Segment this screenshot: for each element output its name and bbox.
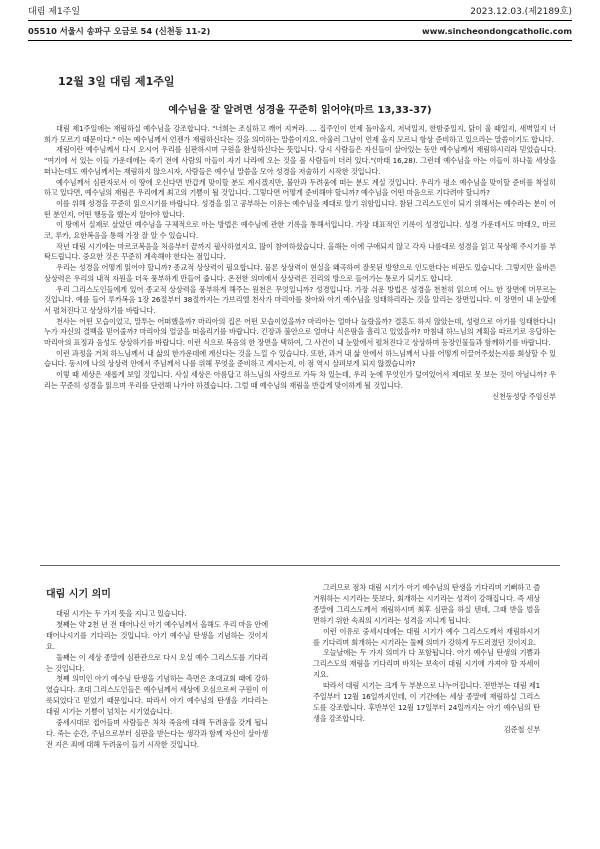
- issue-title: 대림 제1주일: [28, 7, 81, 17]
- section-paragraph: 둘째는 이 세상 종말에 심판관으로 다시 오실 예수 그리스도를 기다리는 것입니다.: [46, 652, 268, 673]
- article-paragraph: 대림 제1주일에는 재림하실 예수님을 강조합니다. "너희는 조심하고 깨어 지켜라. … 집주인이 언제 돌아올지, 저녁일지, 한밤중일지, 닭이 울 때일지, 새벽일지 너희가 모르기 때문이다." 이는 예수님께서 언젠가 재림하신다는 것을 의미하는 말씀이지요. 아울러 그날이 언제 올지 모르니 항상 준비하고 있으라는 말씀이기도 합니다.: [44, 124, 556, 144]
- article-paragraph: 이렇 때 세상은 새롭게 보일 것입니다. 사실 세상은 아름답고 하느님의 사랑으로 가득 차 있는데, 우리 눈에 무엇인가 덮여있어서 제대로 못 보는 것이 아닐니까? 우리는 꾸준히 성경을 읽으며 우리를 단련해 나가야 하겠습니다. 그럴 때 예수님의 재림을 반갑게 맞이하게 될 것입니다.: [44, 370, 556, 390]
- article-paragraph: 우리 그리스도인들에게 있어 종교적 상상력을 풍부하게 해주는 원천은 무엇일니까? 성경입니다. 가장 쉬운 방법은 성경을 천천히 읽으며 어느 한 장면에 머무르는 것입니다. 예를 들어 루카복음 1장 26절부터 38절까지는 가브리엘 천사가 마리아를 찾아와 아기 예수님을 잉태하리라는 것을 알리는 장면입니다. 이 장면이 내 눈앞에서 펼쳐진다고 상상하기를 바랍니다.: [44, 284, 556, 315]
- article-paragraph: 재림이란 예수님께서 다시 오시어 우리를 심판하시며 구원을 완성하신다는 뜻입니다. 당시 사람들은 자신들이 살아있는 동안 예수님께서 재림하시리라 믿었습니다. "여기에 서 있는 이들 가운데에는 죽기 전에 사람의 아들이 자기 나라에 오는 것을 볼 사람들이 더러 있다."(마태 16,28). 그런데 예수님을 아는 이들이 하나둘 세상을 떠나는데도 예수님께서는 재림하지 않으시자, 사람들은 예수님 말씀을 모아 성경을 저술하기 시작한 것입니다.: [44, 145, 556, 176]
- section-right-column: [313, 583, 540, 736]
- header-rule-bottom: [28, 40, 572, 41]
- article-paragraph: 작년 대림 시기에는 마르코복음을 처음부터 끝까지 필사하였지요. 많이 참여하셨습니다. 올해는 이에 구애되지 않고 각자 나름대로 성경을 읽고 묵상해 주시기를 부탁드립니다. 중요한 것은 꾸준히 계속해야 한다는 점입니다.: [44, 241, 556, 262]
- section-divider: [40, 565, 560, 566]
- article-paragraph: 예수님께서 심판자로서 이 땅에 오신다면 반갑게 맞이할 분도 계시겠지만, 불안과 두려움에 떠는 분도 계실 것입니다. 우리가 평소 예수님을 맞이할 준비를 착실히 하고 있다면, 예수님의 재림은 우리에게 최고의 기쁨이 될 것입니다. 그렇다면 어떻게 준비해야 할니까? 예수님을 어떤 마음으로 기다려야 할니까?: [44, 177, 556, 198]
- article-paragraph: 이를 위해 성경을 꾸준히 읽으시기를 바랍니다. 성경을 읽고 공부하는 이유는 예수님을 제대로 알기 위함입니다. 참된 그리스도인이 되기 위해서는 예수라는 분이 어떤 분인지, 어떤 행동을 했는지 알아야 합니다.: [44, 198, 556, 219]
- section-left-column: [46, 609, 268, 751]
- section-paragraph: 오늘날에는 두 가지 의미가 다 포함됩니다. 아기 예수님 탄생의 기쁨과 그리스도의 재림을 기다리며 바치는 보속이 대림 시기에 가져야 할 자세이지요.: [313, 648, 540, 680]
- article-title: 예수님을 잘 알려면 성경을 꾸준히 읽어야(마르 13,33-37): [168, 105, 432, 116]
- article-paragraph: 천사는 어떤 모습이었고, 말투는 어떠했을까? 마리아의 집은 어떤 모습이었을까? 마리아는 얼마나 놀랐을까? 결혼도 하지 않았는데, 성령으로 아기를 잉태한다니! 누가 자신의 결백을 믿어줄까? 마리아의 얼굴을 떠올리기를 바랍니다. 긴장과 불안으로 얼마나 식은땀을 흘리고 있었을까? 마침내 하느님의 계획을 따르기로 응답하는 마리아의 표정과 음성도 상상하기를 바랍니다. 이런 식으로 복음의 한 장면을 택하여, 그 사건이 내 눈앞에서 펼쳐진다고 상상하며 등장인물들과 함께하기를 바랍니다.: [44, 316, 556, 348]
- section-paragraph: 첫째는 약 2천 년 전 태어나신 아기 예수님께서 올해도 우리 마음 안에 태어나시기를 기다리는 것입니다. 아기 예수님 탄생을 기념하는 것이지요.: [46, 619, 268, 651]
- section-paragraph: 중세시대로 접어들며 사람들은 차차 죽음에 대해 두려움을 갖게 됩니다. 죽는 순간, 주님으로부터 심판을 받는다는 생각과 함께 자신이 살아생전 지은 죄에 대해 두려움이 들기 시작한 것입니다.: [46, 718, 268, 749]
- section-paragraph: 첫째 의미인 아기 예수님 탄생을 기념하는 측면은 초대교회 때에 강하였습니다. 초대 그리스도인들은 예수님께서 세상에 오심으로써 구원이 이룩되었다고 믿었기 때문입니다. 따라서 아기 예수님의 탄생을 기다리는 대림 시기는 기쁨이 넘치는 시기였습니다.: [46, 674, 268, 717]
- article-body: [44, 124, 556, 402]
- header-rule: [28, 20, 572, 21]
- section-paragraph: 대림 시기는 두 가지 뜻을 지니고 있습니다.: [56, 609, 187, 618]
- article-paragraph: 우리는 성경을 어떻게 읽어야 할니까? 종교적 상상력이 필요합니다. 물론 상상력이 현실을 왜곡하여 잘못된 방향으로 인도한다는 비판도 있습니다. 그렇지만 올바른 상상력은 우리의 내적 자원을 더욱 풍부하게 만들어 줍니다. 온전한 의미에서 상상력은 진리의 방으로 들어가는 통로가 되기도 합니다.: [44, 263, 556, 283]
- article-paragraph: 이 땅에서 실제로 살았던 예수님을 구체적으로 아는 방법은 예수님에 관한 기록을 통해서입니다. 가장 대표적인 기록이 성경입니다. 성경 가운데서도 마태오, 마르코, 루카, 요한복음을 통해 가장 잘 알 수 있습니다.: [44, 220, 556, 241]
- section-signature: 김준철 신부: [503, 724, 540, 734]
- article-paragraph: 이런 과정을 거쳐 하느님께서 내 삶의 한가운데에 계신다는 것을 느낄 수 있습니다. 또한, 과거 내 삶 안에서 하느님께서 나를 어떻게 이끌어주셨는지를 회상할 수 있습니다. 동시에 나의 상상력 안에서 주님께서 나를 위해 무엇을 준비하고 계시는지, 이 점 역시 살펴보게 되지 않겠습니까?: [44, 348, 556, 369]
- section-paragraph: 따라서 대림 시기는 크게 두 부분으로 나누어집니다. 전반부는 대림 제1주일부터 12월 16일까지인데, 이 기간에는 세상 종말에 재림하실 그리스도를 강조합니다. 후반부인 12월 17일부터 24일까지는 아기 예수님의 탄생을 강조합니다.: [313, 681, 540, 723]
- section-title: 대림 시기 의미: [46, 589, 111, 600]
- article-signature: 신천동성당 주임신부: [492, 391, 556, 401]
- parish-website[interactable]: www.sincheondongcatholic.com: [422, 26, 572, 36]
- page-header: [28, 6, 572, 41]
- issue-date: 2023.12.03.(제2189호): [470, 7, 572, 17]
- parish-address: 05510 서울시 송파구 오금로 54 (신천동 11-2): [28, 26, 211, 36]
- page-title: 12월 3일 대림 제1주일: [58, 75, 175, 88]
- section-paragraph: 그러므로 점차 대림 시기가 아기 예수님의 탄생을 기다리며 기뻐하고 즐거워하는 시기라는 뜻보다, 회개하는 시기라는 성격이 강해집니다. 즉 세상 종말에 그리스도께서 재림하시며 최후 심판을 하실 텐데, 그때 받을 벌을 면하기 위한 속죄의 시기라는 성격을 지니게 됩니다.: [313, 583, 540, 625]
- section-paragraph: 이런 이유로 중세시대에는 대림 시기가 예수 그리스도께서 재림하시기를 기다리며 회개하는 시기라는 둘째 의미가 강하게 두드러졌던 것이지요.: [313, 626, 540, 647]
